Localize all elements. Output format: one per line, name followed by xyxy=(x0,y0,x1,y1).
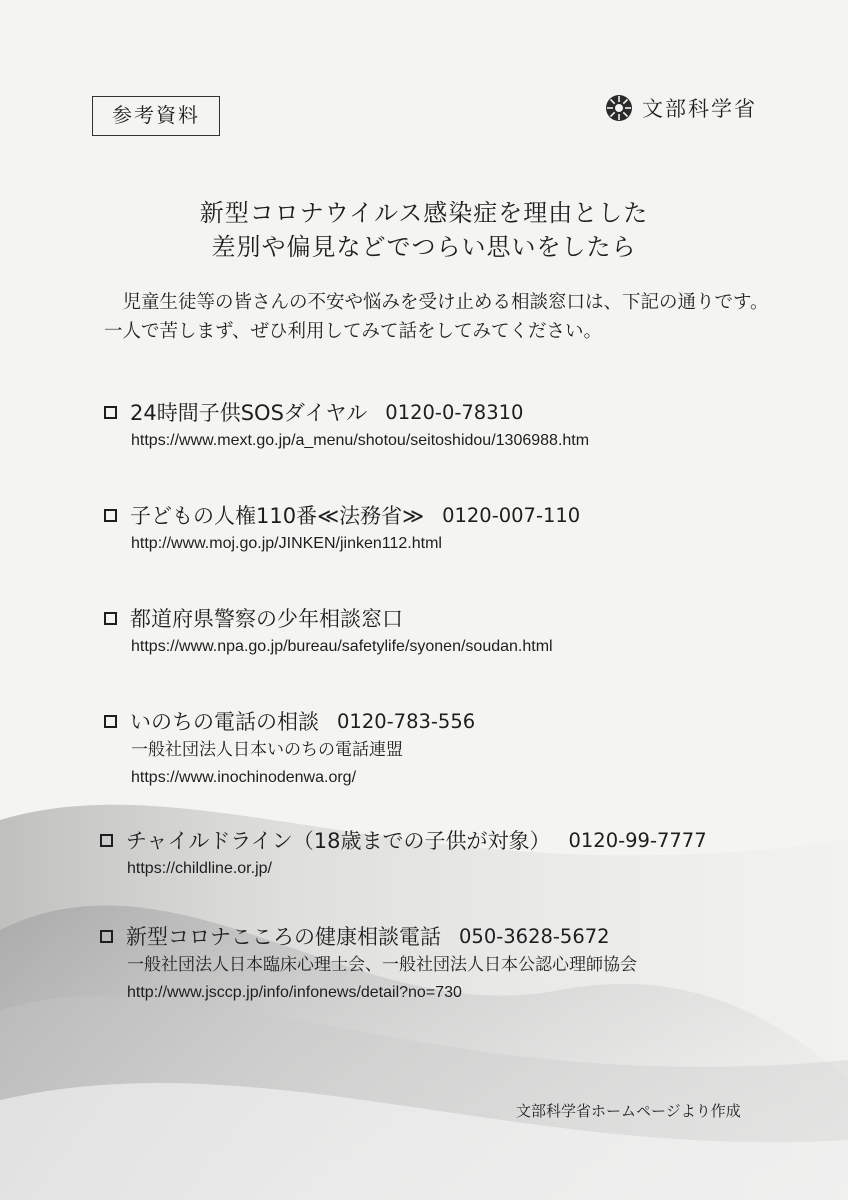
consultation-entry xyxy=(104,397,804,455)
checkbox-bullet-icon xyxy=(100,930,113,943)
entry-url[interactable]: http://www.jsccp.jp/info/infonews/detail?no=730 xyxy=(127,984,462,1001)
entry-name: 都道府県警察の少年相談窓口 xyxy=(130,607,403,631)
consultation-entry xyxy=(104,603,804,661)
entry-name: いのちの電話の相談 xyxy=(130,710,319,734)
consultation-entry xyxy=(104,706,804,792)
checkbox-bullet-icon xyxy=(104,612,117,625)
entry-name: 24時間子供SOSダイヤル xyxy=(130,401,368,425)
consultation-entry xyxy=(100,825,800,883)
checkbox-bullet-icon xyxy=(104,509,117,522)
title-line-1: 新型コロナウイルス感染症を理由とした xyxy=(199,199,649,227)
entry-organization: 一般社団法人日本臨床心理士会、一般社団法人日本公認心理師協会 xyxy=(127,955,637,975)
checkbox-bullet-icon xyxy=(104,715,117,728)
title-line-2: 差別や偏見などでつらい思いをしたら xyxy=(211,233,637,261)
reference-material-tag: 参考資料 xyxy=(92,96,220,136)
entry-url[interactable]: https://www.mext.go.jp/a_menu/shotou/seitoshidou/1306988.htm xyxy=(131,432,590,449)
entry-phone: 0120-007-110 xyxy=(442,503,581,527)
checkbox-bullet-icon xyxy=(104,406,117,419)
entry-phone: 0120-783-556 xyxy=(337,709,476,733)
entry-url[interactable]: https://www.npa.go.jp/bureau/safetylife/syonen/soudan.html xyxy=(131,638,553,655)
entry-phone: 0120-0-78310 xyxy=(385,400,524,424)
entry-name: チャイルドライン（18歳までの子供が対象） xyxy=(126,829,551,853)
entry-url[interactable]: https://childline.or.jp/ xyxy=(127,860,272,877)
entry-url[interactable]: http://www.moj.go.jp/JINKEN/jinken112.html xyxy=(131,535,442,552)
entry-organization: 一般社団法人日本いのちの電話連盟 xyxy=(131,740,403,760)
ministry-logo xyxy=(604,92,757,124)
intro-paragraph: 児童生徒等の皆さんの不安や悩みを受け止める相談窓口は、下記の通りです。一人で苦しまず、ぜひ利用してみて話をしてみてください。 xyxy=(104,292,769,342)
entry-name: 新型コロナこころの健康相談電話 xyxy=(126,925,441,949)
ministry-name: 文部科学省 xyxy=(642,97,757,121)
checkbox-bullet-icon xyxy=(100,834,113,847)
entry-url[interactable]: https://www.inochinodenwa.org/ xyxy=(131,769,357,786)
page-title xyxy=(0,196,848,264)
source-credit: 文部科学省ホームページより作成 xyxy=(516,1102,741,1120)
entry-phone: 0120-99-7777 xyxy=(568,828,707,852)
entry-phone: 050-3628-5672 xyxy=(459,924,610,948)
entry-name: 子どもの人権110番≪法務省≫ xyxy=(130,504,425,528)
ministry-emblem-icon xyxy=(604,93,634,123)
consultation-entry xyxy=(100,921,800,1007)
consultation-entry xyxy=(104,500,804,558)
